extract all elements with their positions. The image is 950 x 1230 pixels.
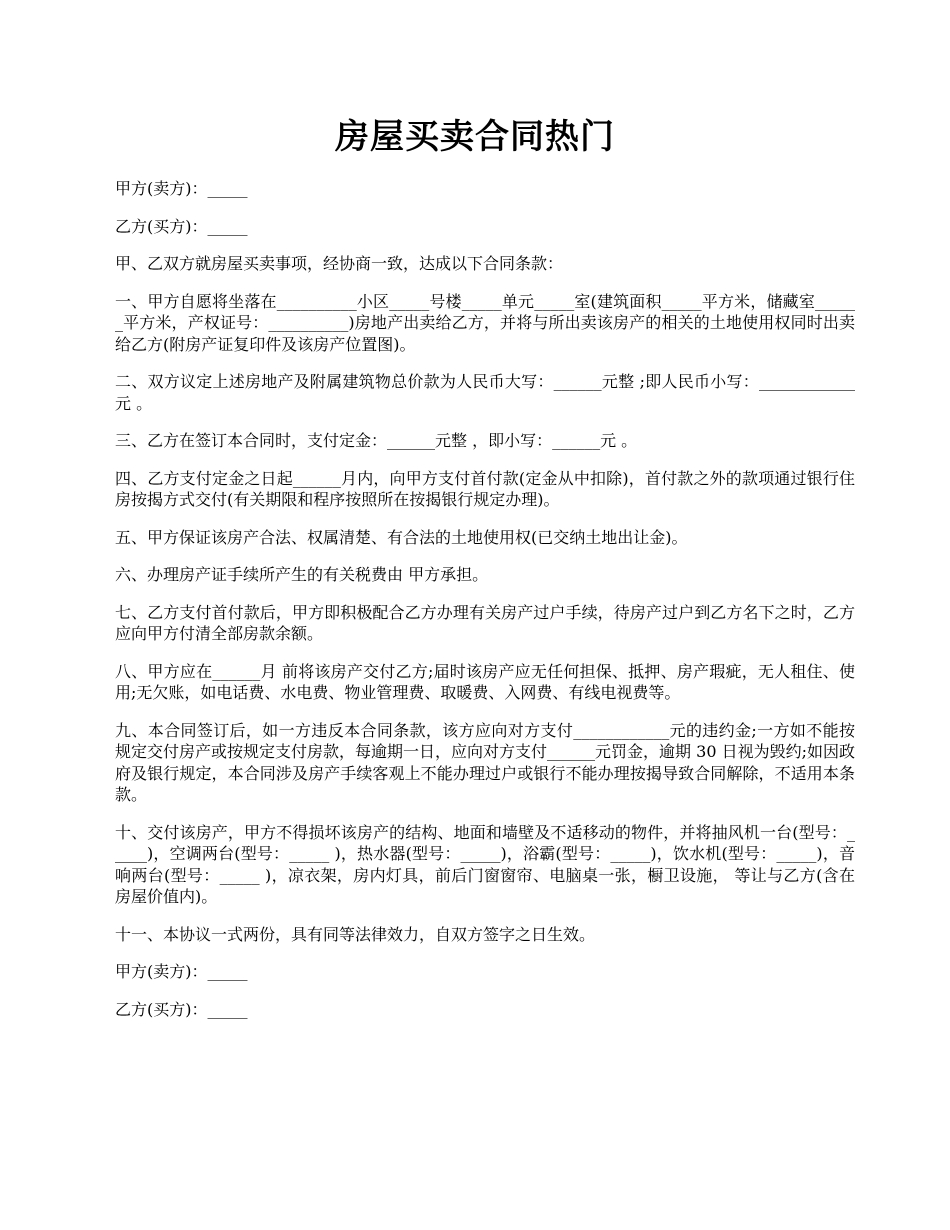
clause-9: 九、本合同签订后，如一方违反本合同条款，该方应向对方支付____________元的违约金;一方如不能按规定交付房产或按规定支付房款，每逾期一日，应向对方支付______元罚金，逾期 30 日视为毁约;如因政府及银行规定，本合同涉及房产手续客观上不能办理过户或银行不能办理按揭导致合同解除，不适用本条款。	[115, 720, 855, 804]
document-title: 房屋买卖合同热门	[335, 117, 615, 157]
clause-4: 四、乙方支付定金之日起______月内，向甲方支付首付款(定金从中扣除)，首付款之外的款项通过银行住房按揭方式交付(有关期限和程序按照所在按揭银行规定办理)。	[115, 468, 855, 509]
clause-10: 十、交付该房产，甲方不得损坏该房产的结构、地面和墙壁及不适移动的物件，并将抽风机一台(型号：_____)，空调两台(型号：_____ )，热水器(型号：_____)，浴霸(型号：_____)，饮水机(型号：_____)，音响两台(型号：_____ )，凉衣架，房内灯具，前后门窗窗帘、电脑桌一张，橱卫设施， 等让与乙方(含在房屋价值内)。	[115, 822, 855, 906]
clause-2: 二、双方议定上述房地产及附属建筑物总价款为人民币大写：______元整 ;即人民币小写：____________元 。	[115, 372, 855, 413]
preamble-paragraph: 甲、乙双方就房屋买卖事项，经协商一致，达成以下合同条款：	[115, 254, 564, 273]
clause-3: 三、乙方在签订本合同时，支付定金：______元整 ，即小写：______元 。	[115, 431, 638, 450]
seller-signature-line: 甲方(卖方)：_____	[115, 962, 248, 981]
clause-6: 六、办理房产证手续所产生的有关税费由 甲方承担。	[115, 565, 489, 584]
clause-11: 十一、本协议一式两份，具有同等法律效力，自双方签字之日生效。	[115, 924, 596, 944]
document-body	[115, 178, 855, 1036]
buyer-signature-line: 乙方(买方)：_____	[115, 999, 248, 1019]
clause-7: 七、乙方支付首付款后，甲方即积极配合乙方办理有关房产过户手续，待房产过户到乙方名下之时，乙方应向甲方付清全部房款余额。	[115, 602, 855, 643]
seller-party-line: 甲方(卖方)：_____	[115, 179, 248, 198]
clause-5: 五、甲方保证该房产合法、权属清楚、有合法的土地使用权(已交纳土地出让金)。	[115, 527, 688, 547]
clause-1: 一、甲方自愿将坐落在__________小区_____号楼_____单元_____室(建筑面积_____平方米，储藏室______平方米，产权证号：__________)房地产出卖给乙方，并将与所出卖该房产的相关的土地使用权同时出卖给乙方(附房产证复印件及该房产位置图)。	[115, 291, 855, 354]
clause-8: 八、甲方应在______月 前将该房产交付乙方;届时该房产应无任何担保、抵押、房产瑕疵，无人租住、使用;无欠账，如电话费、水电费、物业管理费、取暖费、入网费、有线电视费等。	[115, 661, 855, 702]
buyer-party-line: 乙方(买方)：_____	[115, 216, 248, 236]
